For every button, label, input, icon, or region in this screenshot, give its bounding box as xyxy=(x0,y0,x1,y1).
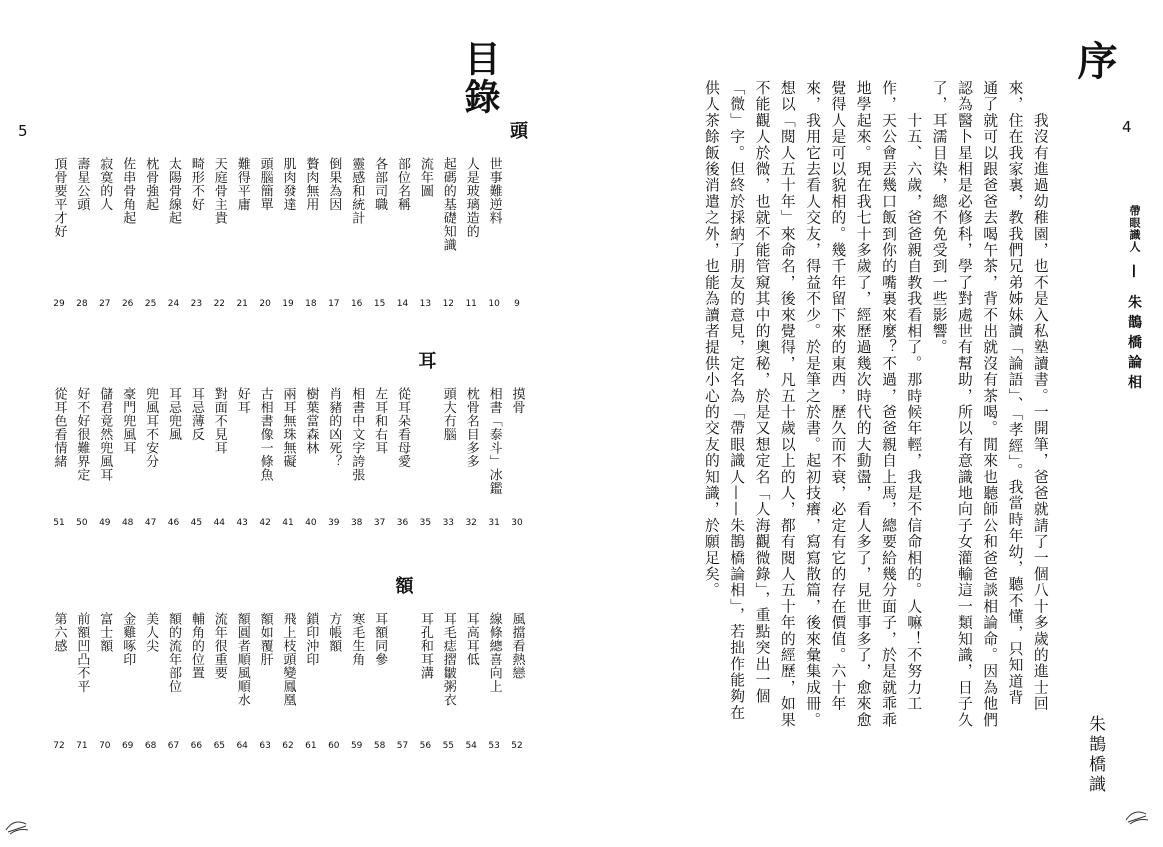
preface-title: 序 xyxy=(1071,40,1117,82)
preface-column: 來，住在我家裏，教我們兄弟姊妹讀「論語」、「孝經」。我當時年幼，聽不懂，只知道背 xyxy=(1006,80,1024,706)
toc-page-number: 47 xyxy=(144,518,157,528)
toc-entry: 左耳和右耳 xyxy=(372,387,388,455)
toc-entry: 靈感和統計 xyxy=(349,157,365,225)
preface-column: 十五、六歲，爸爸親自教我看相了。那時候年輕，我是不信命相的。人嘛！不努力工 xyxy=(905,80,923,712)
toc-page-number: 55 xyxy=(442,741,455,751)
toc-entry: 寒毛生角 xyxy=(349,612,365,666)
toc-entry: 太陽骨線起 xyxy=(166,157,181,225)
toc-page-number: 43 xyxy=(236,518,248,528)
toc-entry: 摸骨 xyxy=(509,387,525,414)
toc-page-number: 41 xyxy=(282,518,294,528)
toc-entry: 倒果為因 xyxy=(326,157,342,211)
toc-page-number: 51 xyxy=(53,518,65,528)
toc-section-heading: 耳 xyxy=(415,351,437,369)
toc-entry: 額如覆肝 xyxy=(257,612,273,666)
toc-page-number: 15 xyxy=(373,299,386,309)
toc-page-number: 9 xyxy=(514,299,520,309)
toc-entry: 頭腦簡單 xyxy=(257,157,273,211)
toc-page-number: 23 xyxy=(190,299,203,309)
toc-entry: 肌肉發達 xyxy=(280,157,296,211)
preface-column: 不能觀人於微，也就不能管窺其中的奧秘，於是又想定名「人海觀微錄」，重點突出一個 xyxy=(753,80,771,705)
toc-page-number: 44 xyxy=(213,518,226,528)
toc-page-number: 39 xyxy=(328,518,340,528)
toc-page-number: 68 xyxy=(144,741,157,751)
toc-entry: 相書「泰斗」冰鑑 xyxy=(486,387,502,495)
toc-entry: 贅肉無用 xyxy=(303,157,319,211)
page-corner-mark-left xyxy=(4,816,30,836)
left-page-number: 5 xyxy=(18,122,28,140)
toc-entry: 流年圖 xyxy=(417,157,433,198)
toc-entry: 豪門兜風耳 xyxy=(120,387,136,455)
toc-page-number: 45 xyxy=(190,518,203,528)
toc-entry: 對面不見耳 xyxy=(211,387,227,455)
toc-entry: 枕骨名目多多 xyxy=(463,387,479,468)
toc-entry: 富士額 xyxy=(97,612,113,653)
running-head xyxy=(1124,205,1144,395)
toc-entry: 肖豬的凶死？ xyxy=(326,387,342,468)
toc-page-number: 36 xyxy=(396,518,409,528)
toc-section-heading: 額 xyxy=(392,576,414,594)
toc-page-number: 60 xyxy=(328,741,340,751)
toc-page-number: 35 xyxy=(419,518,432,528)
toc-entry: 額圓者順風順水 xyxy=(234,612,250,707)
toc-page-number: 53 xyxy=(488,741,500,751)
toc-entry: 鎖印沖印 xyxy=(303,612,319,666)
toc-entry: 樹葉當森林 xyxy=(303,387,319,455)
toc-page-number: 56 xyxy=(419,741,432,751)
toc-page-number: 25 xyxy=(144,299,157,309)
toc-entry: 方帳額 xyxy=(326,612,342,653)
toc-page-number: 58 xyxy=(373,741,386,751)
toc-page-number: 48 xyxy=(121,518,134,528)
toc-page-number: 62 xyxy=(282,741,294,751)
toc-page-number: 40 xyxy=(305,518,317,528)
toc-entry: 兩耳無珠無礙 xyxy=(280,387,296,468)
toc-entry: 兜風耳不安分 xyxy=(143,387,159,468)
toc-entry: 美人尖 xyxy=(143,612,159,653)
toc-page-number: 50 xyxy=(76,518,88,528)
toc-page-number: 61 xyxy=(305,741,317,751)
toc-entry: 額的流年部位 xyxy=(166,612,181,693)
toc-entry: 古相書像一條魚 xyxy=(257,387,273,482)
toc-page-number: 14 xyxy=(396,299,409,309)
toc-page-number: 10 xyxy=(488,299,500,309)
toc-entry: 各部司職 xyxy=(372,157,388,211)
toc-page-number: 19 xyxy=(282,299,294,309)
preface-signature: 朱鵲橋識 xyxy=(1085,715,1105,795)
toc-entry: 儲君竟然兜風耳 xyxy=(97,387,113,482)
contents-title: 目錄 xyxy=(459,40,500,116)
toc-page-number: 17 xyxy=(328,299,340,309)
toc-page-number: 33 xyxy=(442,518,455,528)
toc-page-number: 21 xyxy=(236,299,248,309)
toc-entry: 人是玻璃造的 xyxy=(463,157,479,238)
toc-page-number: 29 xyxy=(53,299,65,309)
toc-entry: 頂骨要平才好 xyxy=(51,157,67,238)
toc-entry: 輔角的位置 xyxy=(188,612,204,680)
toc-entry: 流年很重要 xyxy=(211,612,227,680)
toc-entry: 部位名稱 xyxy=(395,157,410,211)
toc-entry: 佐串骨角起 xyxy=(120,157,136,225)
toc-entry: 畸形不好 xyxy=(188,157,204,211)
preface-column: 通了就可以跟爸爸去喝午茶，背不出就沒有茶喝。閒來也聽師公和爸爸談相論命。因為他們 xyxy=(981,80,999,728)
toc-page-number: 22 xyxy=(213,299,226,309)
toc-page-number: 64 xyxy=(236,741,248,751)
toc-entry: 起碼的基礎知識 xyxy=(440,157,456,252)
toc-page-number: 27 xyxy=(99,299,111,309)
preface-column: 我沒有進過幼稚園，也不是入私塾讀書。一開筆，爸爸就請了一個八十多歲的進士回 xyxy=(1031,80,1049,712)
toc-page-number: 38 xyxy=(350,518,363,528)
running-head-title: 朱鵲橋論相 xyxy=(1126,294,1142,395)
toc-entry: 世事難逆料 xyxy=(486,157,502,225)
toc-page-number: 16 xyxy=(350,299,363,309)
toc-entry: 飛上枝頭變鳳凰 xyxy=(280,612,296,707)
toc-page-number: 57 xyxy=(396,741,409,751)
toc-entry: 枕骨強起 xyxy=(143,157,159,211)
toc-entry: 金雞啄印 xyxy=(120,612,136,666)
toc-page-number: 37 xyxy=(373,518,386,528)
toc-page-number: 32 xyxy=(465,518,477,528)
preface-column: 作，天公會丟幾口飯到你的嘴裏來麼？不過，爸爸親自上馬，總要給幾分面子，於是就乖乖 xyxy=(879,80,897,728)
preface-column: 了，耳濡目染，總不免受到一些影響。 xyxy=(930,80,948,356)
toc-page-number: 72 xyxy=(53,741,65,751)
running-head-prefix: 帶眼識人 xyxy=(1128,205,1141,253)
page-corner-mark-right xyxy=(1124,806,1150,826)
toc-entry: 從耳朵看母愛 xyxy=(395,387,410,468)
toc-page-number: 54 xyxy=(465,741,477,751)
toc-page-number: 66 xyxy=(190,741,203,751)
toc-page-number: 69 xyxy=(121,741,134,751)
toc-page-number: 26 xyxy=(121,299,134,309)
toc-page-number: 52 xyxy=(511,741,523,751)
toc-page-number: 20 xyxy=(259,299,271,309)
preface-column: 地學起來。現在我七十多歲了，經歷過幾次時代的大動盪，看人多了，見世事多了，愈來愈 xyxy=(854,80,872,728)
toc-entry: 耳毛痣摺皺粥衣 xyxy=(440,612,456,707)
toc-page-number: 71 xyxy=(76,741,88,751)
toc-page-number: 70 xyxy=(99,741,111,751)
toc-entry: 耳額同參 xyxy=(372,612,388,666)
right-page-number: 4 xyxy=(1122,118,1132,136)
toc-page-number: 11 xyxy=(465,299,477,309)
toc-page-number: 13 xyxy=(419,299,432,309)
toc-page-number: 31 xyxy=(488,518,500,528)
preface-column: 覺得人是可以貌相的。幾千年留下來的東西，歷久而不衰，必定有它的存在價值。六十年 xyxy=(829,80,847,712)
toc-entry: 耳忌薄反 xyxy=(188,387,204,441)
toc-entry: 壽星公頭 xyxy=(74,157,90,211)
toc-entry: 第六感 xyxy=(51,612,67,653)
toc-entry: 耳忌兜風 xyxy=(166,387,181,441)
toc-page-number: 59 xyxy=(350,741,363,751)
toc-entry: 風擋看熱戀 xyxy=(509,612,525,680)
toc-page-number: 30 xyxy=(511,518,523,528)
toc-page-number: 49 xyxy=(99,518,111,528)
preface-column: 供人茶餘飯後消遣之外，也能為讀者提供小心的交友的知識，於願足矣。 xyxy=(702,80,720,599)
toc-page-number: 63 xyxy=(259,741,271,751)
preface-column: 認為醫卜星相是必修科，學了對處世有幫助，所以有意識地向子女灌輸這一類知識，日子久 xyxy=(955,80,973,728)
preface-column: 來，我用它去看人交友，得益不少。於是筆之於書。起初技癢，寫寫散篇，後來彙集成冊。 xyxy=(804,80,822,728)
toc-page-number: 67 xyxy=(167,741,180,751)
toc-entry: 耳高耳低 xyxy=(463,612,479,666)
toc-entry: 前額凹凸不平 xyxy=(74,612,90,693)
toc-page-number: 12 xyxy=(442,299,455,309)
toc-entry: 相書中文字誇張 xyxy=(349,387,365,482)
toc-page-number: 24 xyxy=(167,299,180,309)
toc-entry: 寂寞的人 xyxy=(97,157,113,211)
toc-page-number: 42 xyxy=(259,518,271,528)
toc-section-heading: 頭 xyxy=(507,121,528,139)
toc-page-number: 46 xyxy=(167,518,180,528)
toc-entry: 從耳色看情緒 xyxy=(51,387,67,468)
toc-page-number: 18 xyxy=(305,299,317,309)
preface-column: 「微」字。但終於採納了朋友的意見，定名為「帶眼識人——朱鵲橋論相」，若拙作能夠在 xyxy=(728,80,746,721)
toc-entry: 好耳 xyxy=(234,387,250,414)
toc-entry: 耳孔和耳溝 xyxy=(417,612,433,680)
toc-entry: 難得平庸 xyxy=(234,157,250,211)
toc-entry: 天庭骨主貴 xyxy=(211,157,227,225)
running-head-dash: — xyxy=(1126,263,1142,284)
toc-page-number: 28 xyxy=(76,299,88,309)
toc-page-number: 65 xyxy=(213,741,226,751)
toc-entry: 線條總喜向上 xyxy=(486,612,502,693)
preface-column: 想以「閱人五十年」來命名，後來覺得，凡五十歲以上的人，都有閱人五十年的經歷，如果 xyxy=(778,80,796,728)
toc-entry: 好不好很難界定 xyxy=(74,387,90,482)
toc-entry: 頭大冇腦 xyxy=(440,387,456,441)
